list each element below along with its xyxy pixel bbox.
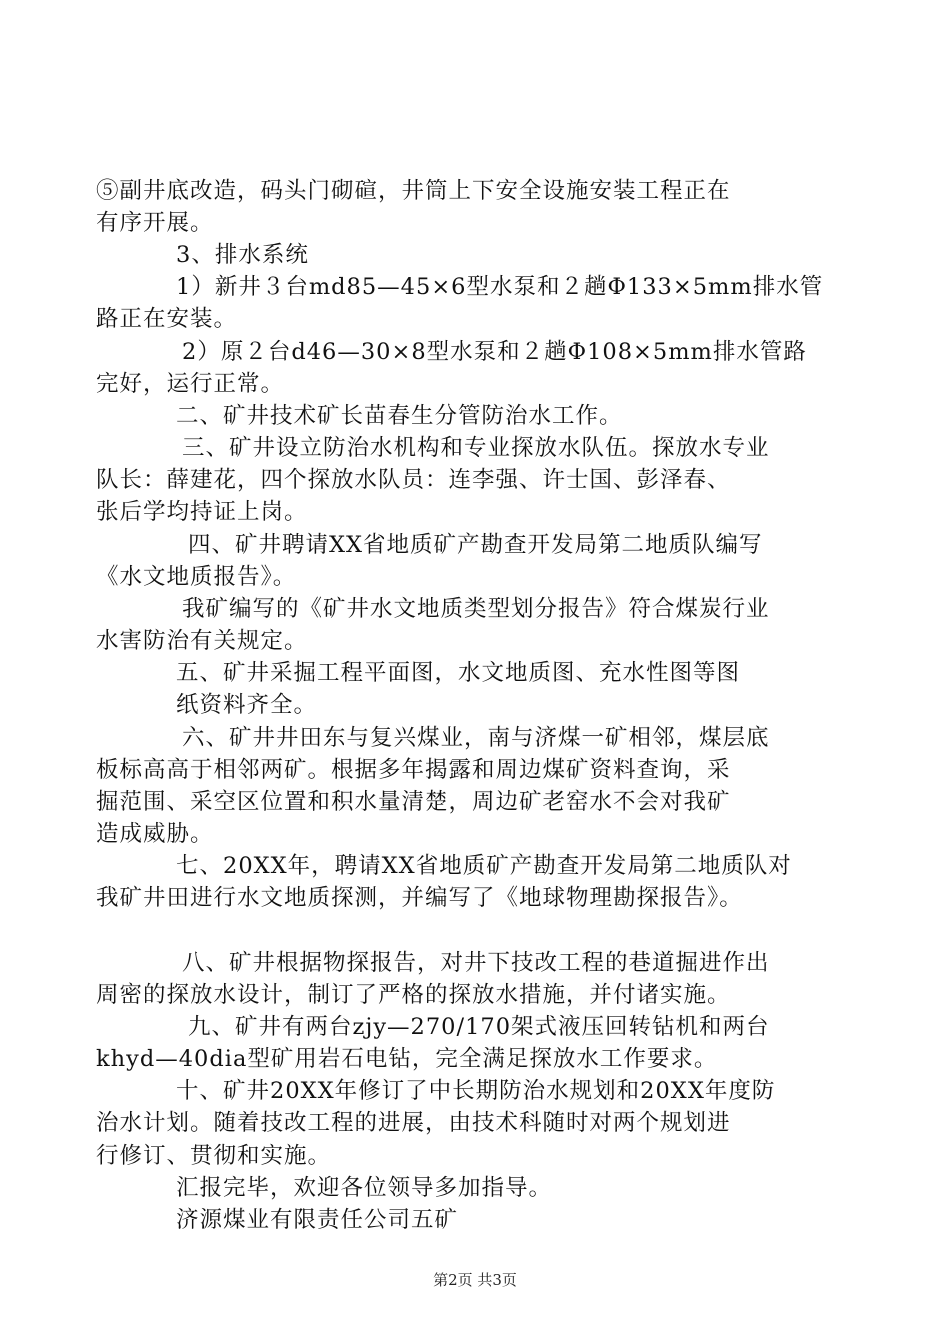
text-line: 七、20XX年，聘请XX省地质矿产勘查开发局第二地质队对 bbox=[176, 853, 792, 879]
text-line: 我矿编写的《矿井水文地质类型划分报告》符合煤炭行业 bbox=[182, 596, 770, 622]
text-line: 四、矿井聘请XX省地质矿产勘查开发局第二地质队编写 bbox=[188, 532, 763, 558]
text-line: 治水计划。随着技改工程的进展，由技术科随时对两个规划进 bbox=[96, 1110, 731, 1136]
text-line: khyd—40dia型矿用岩石电钻，完全满足探放水工作要求。 bbox=[96, 1046, 718, 1072]
text-line: 板标高高于相邻两矿。根据多年揭露和周边煤矿资料查询，采 bbox=[96, 757, 731, 783]
text-line: 3、排水系统 bbox=[176, 242, 309, 268]
text-line: 二、矿井技术矿长苗春生分管防治水工作。 bbox=[176, 403, 623, 429]
text-line: 2）原２台d46—30×8型水泵和２趟Φ108×5mm排水管路 bbox=[182, 339, 807, 365]
text-line: 十、矿井20XX年修订了中长期防治水规划和20XX年度防 bbox=[176, 1078, 776, 1104]
page-number-footer: 第2页 共3页 bbox=[433, 1271, 517, 1289]
text-line: 我矿井田进行水文地质探测，并编写了《地球物理勘探报告》。 bbox=[96, 885, 743, 911]
text-line: 八、矿井根据物探报告，对井下技改工程的巷道掘进作出 bbox=[182, 950, 770, 976]
text-line: 有序开展。 bbox=[96, 210, 214, 236]
text-line: 造成威胁。 bbox=[96, 821, 214, 847]
text-line: 水害防治有关规定。 bbox=[96, 628, 308, 654]
text-line: 1）新井３台md85—45×6型水泵和２趟Φ133×5mm排水管 bbox=[176, 274, 824, 300]
text-line: 掘范围、采空区位置和积水量清楚，周边矿老窑水不会对我矿 bbox=[96, 789, 731, 815]
text-line: 六、矿井井田东与复兴煤业，南与济煤一矿相邻，煤层底 bbox=[182, 725, 770, 751]
text-line: 纸资料齐全。 bbox=[176, 692, 318, 718]
text-line: 行修订、贯彻和实施。 bbox=[96, 1143, 332, 1169]
text-line: 张后学均持证上岗。 bbox=[96, 499, 308, 525]
text-line: ⑤副井底改造，码头门砌碹，井筒上下安全设施安装工程正在 bbox=[96, 178, 731, 204]
text-line: 五、矿井采掘工程平面图，水文地质图、充水性图等图 bbox=[176, 660, 741, 686]
text-line: 完好，运行正常。 bbox=[96, 371, 285, 397]
text-line: 济源煤业有限责任公司五矿 bbox=[176, 1207, 459, 1233]
text-line: 路正在安装。 bbox=[96, 306, 238, 332]
text-line: 三、矿井设立防治水机构和专业探放水队伍。探放水专业 bbox=[182, 435, 770, 461]
text-line: 九、矿井有两台zjy—270/170架式液压回转钻机和两台 bbox=[188, 1014, 770, 1040]
text-line: 队长：薛建花，四个探放水队员：连李强、许士国、彭泽春、 bbox=[96, 467, 731, 493]
text-line: 汇报完毕，欢迎各位领导多加指导。 bbox=[176, 1175, 553, 1201]
text-line: 周密的探放水设计，制订了严格的探放水措施，并付诸实施。 bbox=[96, 982, 731, 1008]
text-line: 《水文地质报告》。 bbox=[96, 564, 297, 590]
